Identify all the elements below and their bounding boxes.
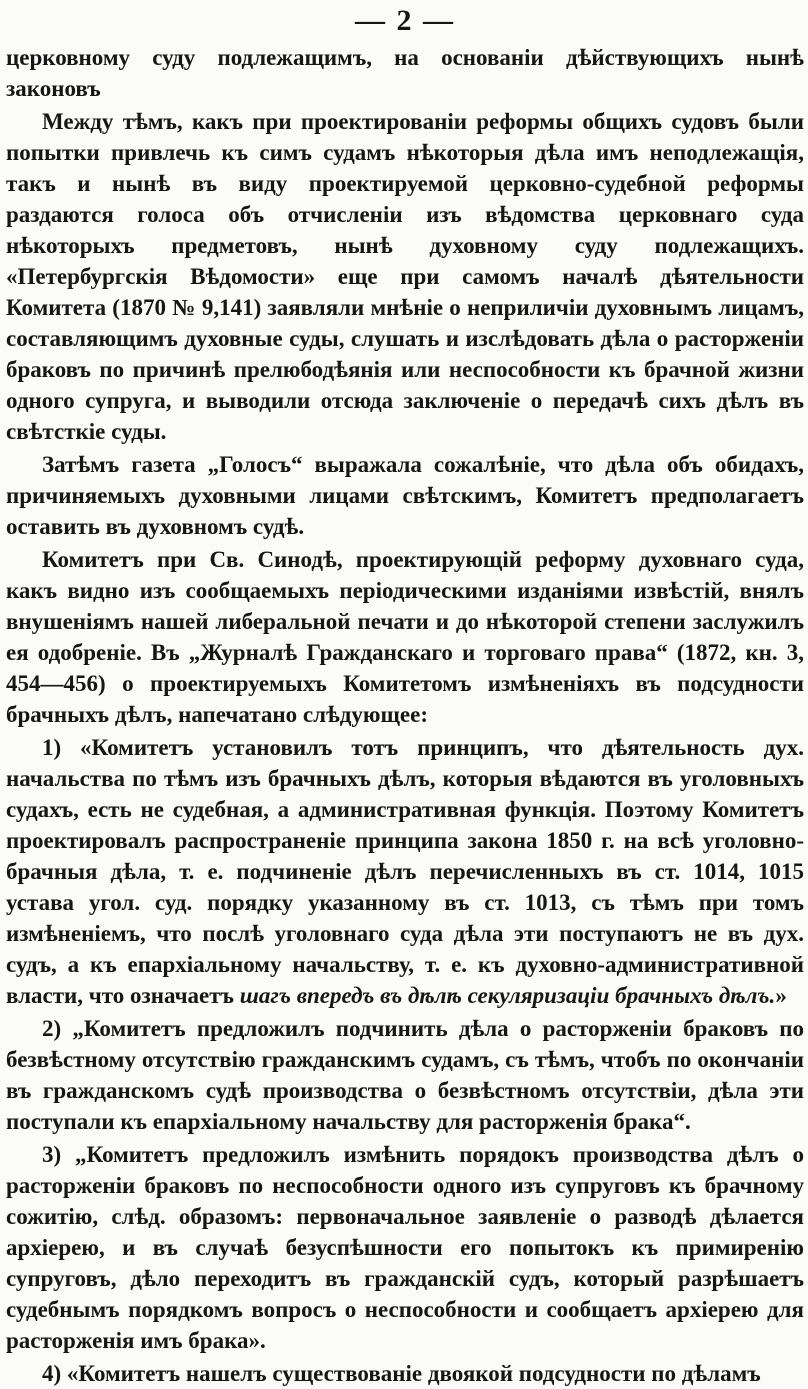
- paragraph-item-4: 4) «Комитетъ нашелъ существованіе двоякой подсудности по дѣламъ: [42, 1361, 761, 1386]
- item-1-closing: »: [775, 983, 787, 1008]
- item-1-text: 1) «Комитетъ установилъ тотъ принципъ, что дѣятельность дух. начальства по тѣмъ изъ брачныхъ дѣлъ, которыя вѣдаются въ уголовныхъ судахъ, есть не судебная, а административная функція. Поэтому Комитетъ проектировалъ распространеніе принципа закона 1850 г. на всѣ уголовно-брачныя дѣла, т. е. подчиненіе дѣлъ перечисленныхъ въ ст. 1014, 1015 устава угол. суд. порядку указанному въ ст. 1013, съ тѣмъ при томъ измѣненіемъ, что послѣ уголовнаго суда дѣла эти поступаютъ не въ дух. судъ, а къ епархіальному начальству, т. е. къ духовно-административной власти, что означаетъ: [6, 735, 804, 1008]
- paragraph: Комитетъ при Св. Синодѣ, проектирующій реформу духовнаго суда, какъ видно изъ сообщаемыхъ періодическими изданіями извѣстій, внялъ внушеніямъ нашей либеральной печати и до нѣкоторой степени заслужилъ ея одобреніе. Въ „Журналѣ Гражданскаго и торговаго права“ (1872, кн. 3, 454—456) о проектируемыхъ Комитетомъ измѣненіяхъ въ подсудности брачныхъ дѣлъ, напечатано слѣдующее:: [6, 547, 804, 727]
- paragraph: Затѣмъ газета „Голосъ“ выражала сожалѣніе, что дѣла объ обидахъ, причиняемыхъ духовными лицами свѣтскимъ, Комитетъ предполагаетъ оставить въ духовномъ судѣ.: [6, 452, 804, 539]
- paragraph-item-2: 2) „Комитетъ предложилъ подчинить дѣла о расторженіи браковъ по безвѣстному отсутствію гражданскимъ судамъ, съ тѣмъ, чтобъ по окончаніи въ гражданскомъ судѣ производства о безвѣстномъ отсутствіи, дѣла эти поступали къ епархіальному начальству для расторженія брака“.: [6, 1016, 804, 1134]
- paragraph-item-1: [6, 732, 804, 1011]
- paragraph: Между тѣмъ, какъ при проектированіи реформы общихъ судовъ были попытки привлечь къ симъ судамъ нѣкоторыя дѣла имъ неподлежащія, такъ и нынѣ въ виду проектируемой церковно-судебной реформы раздаются голоса объ отчисленіи изъ вѣдомства церковнаго суда нѣкоторыхъ предметовъ, нынѣ духовному суду подлежащихъ. «Петербургскія Вѣдомости» еще при самомъ началѣ дѣятельности Комитета (1870 № 9,141) заявляли мнѣніе о неприличіи духовнымъ лицамъ, составляющимъ духовные суды, слушать и изслѣдовать дѣла о расторженіи браковъ по причинѣ прелюбодѣянія или неспособности къ брачной жизни одного супруга, и выводили отсюда заключеніе о передачѣ сихъ дѣлъ въ свѣтсткіе суды.: [6, 109, 804, 444]
- page-number: — 2 —: [355, 4, 455, 37]
- document-body: [6, 42, 804, 1389]
- item-1-emphasis: шагъ впередъ въ дѣлѣ секуляризаціи брачныхъ дѣлъ.: [239, 983, 776, 1008]
- paragraph-continuation: церковному суду подлежащимъ, на основаніи дѣйствующихъ нынѣ законовъ: [6, 45, 804, 101]
- paragraph-item-3: 3) „Комитетъ предложилъ измѣнить порядокъ производства дѣлъ о расторженіи браковъ по неспособности одного изъ супруговъ къ брачному сожитію, слѣд. образомъ: первоначальное заявленіе о разводѣ дѣлается архіерею, и въ случаѣ безуспѣшности его попытокъ къ примиренію супруговъ, дѣло переходитъ въ гражданскій судъ, который разрѣшаетъ судебнымъ порядкомъ вопросъ о неспособности и сообщаетъ архіерею для расторженія имъ брака».: [6, 1142, 804, 1353]
